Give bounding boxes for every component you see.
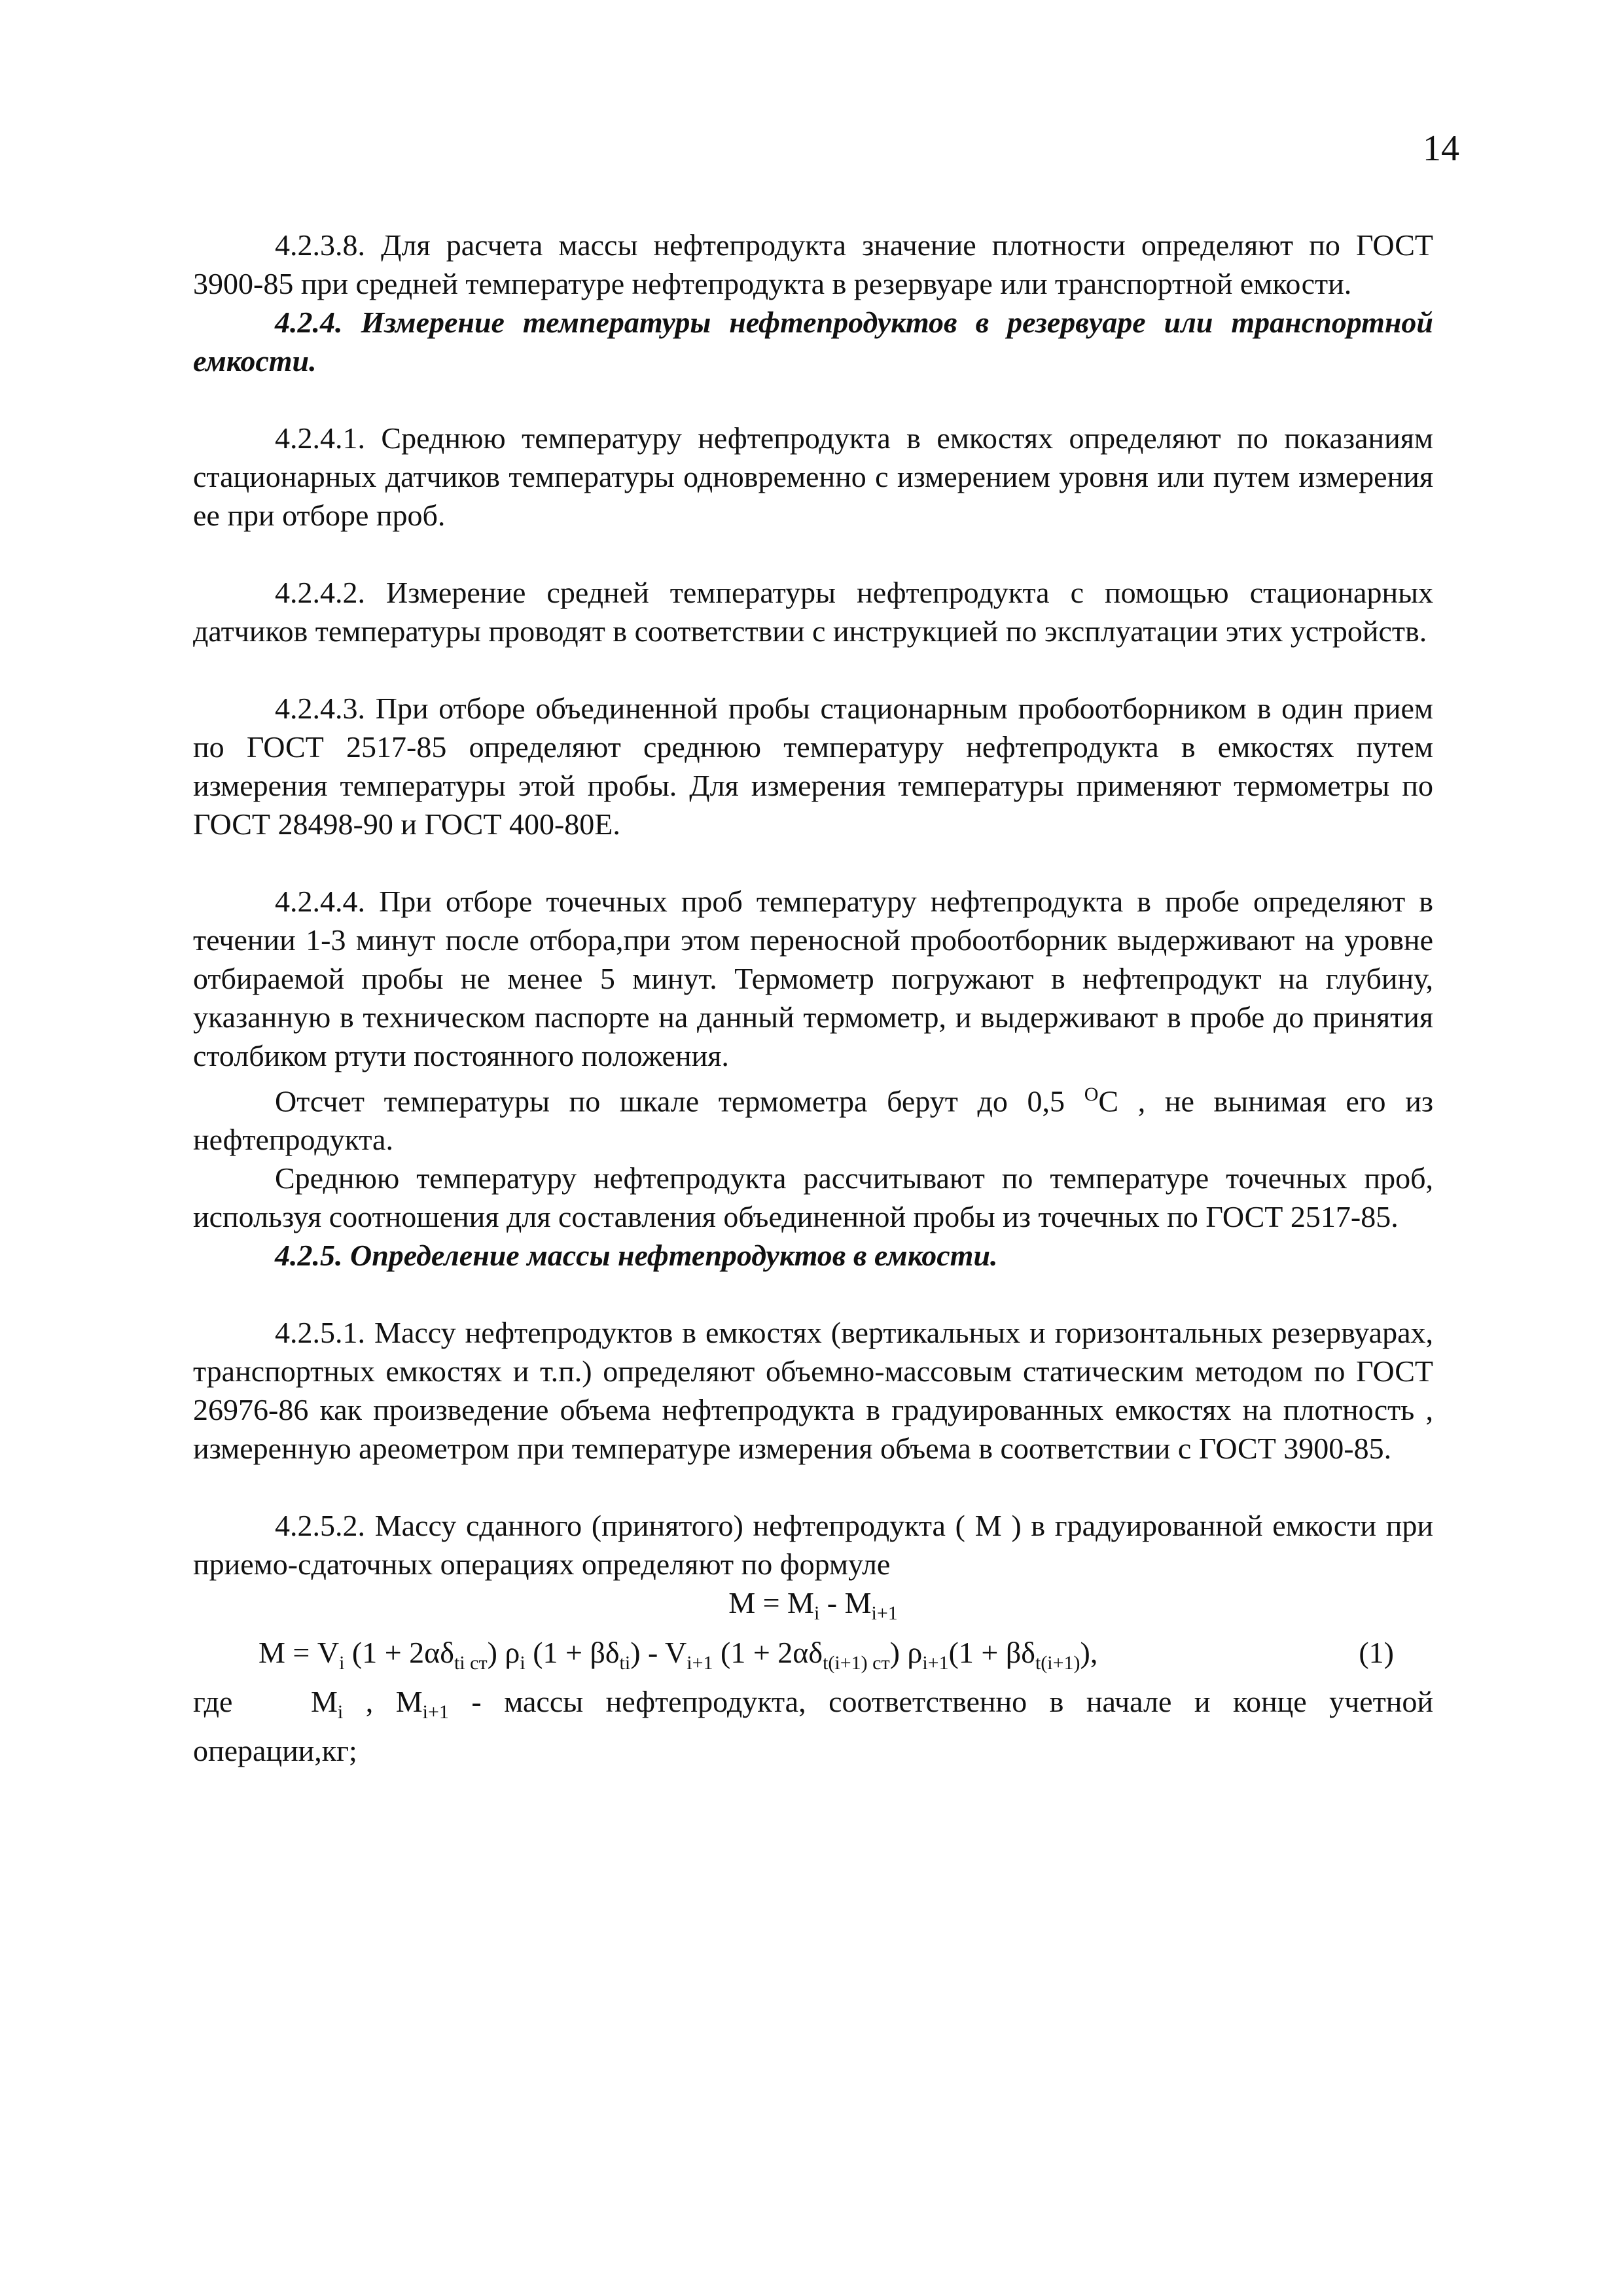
formula-mass-difference: $М = М_i - М_{i+1}$ [728,1586,898,1625]
paragraph-4-2-3-8: 4.2.3.8. Для расчета массы нефтепродукта значение плотности определяют по ГОСТ 3900-85 при средней температуре нефтепродукта в резервуаре или транспортной емкости. [193,228,1433,300]
page-number: 14 [1423,128,1459,169]
paragraph-temperature-reading [193,1075,1433,1159]
reading-text-start: Отсчет температуры по шкале термометра берут до 0,5 [275,1084,1084,1118]
paragraph-4-2-4-1: 4.2.4.1. Среднюю температуру нефтепродукта в емкостях определяют по показаниям стационарных датчиков температуры одновременно с измерением уровня или путем измерения ее при отборе проб. [193,421,1433,532]
formula-legend: где $М_i$ , $М_{i+1}$ - массы нефтепродукта, соответственно в начале и конце учетной операции,кг; [193,1682,1433,1770]
document-body [193,226,1433,1770]
where-label: где [193,1684,233,1718]
paragraph-4-2-4-4: 4.2.4.4. При отборе точечных проб температуру нефтепродукта в пробе определяют в течении 1-3 минут после отбора,при этом переносной пробоотборник выдерживают на уровне отбираемой пробы не менее 5 минут. Термометр погружают в нефтепродукт на глубину, указанную в техническом паспорте на данный термометр, и выдерживают в пробе до принятия столбиком ртути постоянного положения. [193,885,1433,1072]
degree-sup: О [1084,1084,1099,1105]
paragraph-4-2-5-2: 4.2.5.2. Массу сданного (принятого) нефтепродукта ( М ) в градуированной емкости при приемо-сдаточных операциях определяют по формуле [193,1509,1433,1581]
heading-4-2-4: 4.2.4. Измерение температуры нефтепродуктов в резервуаре или транспортной емкости. [193,306,1433,378]
equation-number: (1) [1359,1635,1394,1669]
paragraph-4-2-5-1: 4.2.5.1. Массу нефтепродуктов в емкостях (вертикальных и горизонтальных резервуарах, транспортных емкостях и т.п.) определяют объемно-массовым статическим методом по ГОСТ 26976-86 как произведение объема нефтепродукта в градуированных емкостях на плотность , измеренную ареометром при температуре измерения объема в соответствии с ГОСТ 3900-85. [193,1316,1433,1466]
formula-mass-main: $М = V_i$ $(1 + 2\alpha\delta_{ti ст})$ $\rho_i$ $(1 + \beta\delta_{ti}) - V_{i+1}$ $(1 + 2\alpha\delta_{t(i+1) ст})$ $\rho_{i+1}(1 + \beta\delta_{t(i+1)})$, (1) [193,1633,1433,1682]
paragraph-average-temperature: Среднюю температуру нефтепродукта рассчитывают по температуре точечных проб, используя соотношения для составления объединенной пробы из точечных по ГОСТ 2517-85. [193,1161,1433,1234]
heading-4-2-5: 4.2.5. Определение массы нефтепродуктов в емкости. [275,1239,998,1273]
paragraph-4-2-4-3: 4.2.4.3. При отборе объединенной пробы стационарным пробоотборником в один прием по ГОСТ 2517-85 определяют среднюю температуру нефтепродукта в емкостях путем измерения температуры этой пробы. Для измерения температуры применяют термометры по ГОСТ 28498-90 и ГОСТ 400-80Е. [193,692,1433,841]
reading-text-end: С , не вынимая его из нефтепродукта. [193,1084,1433,1157]
paragraph-4-2-4-2: 4.2.4.2. Измерение средней температуры нефтепродукта с помощью стационарных датчиков температуры проводят в соответствии с инструкцией по эксплуатации этих устройств. [193,576,1433,648]
